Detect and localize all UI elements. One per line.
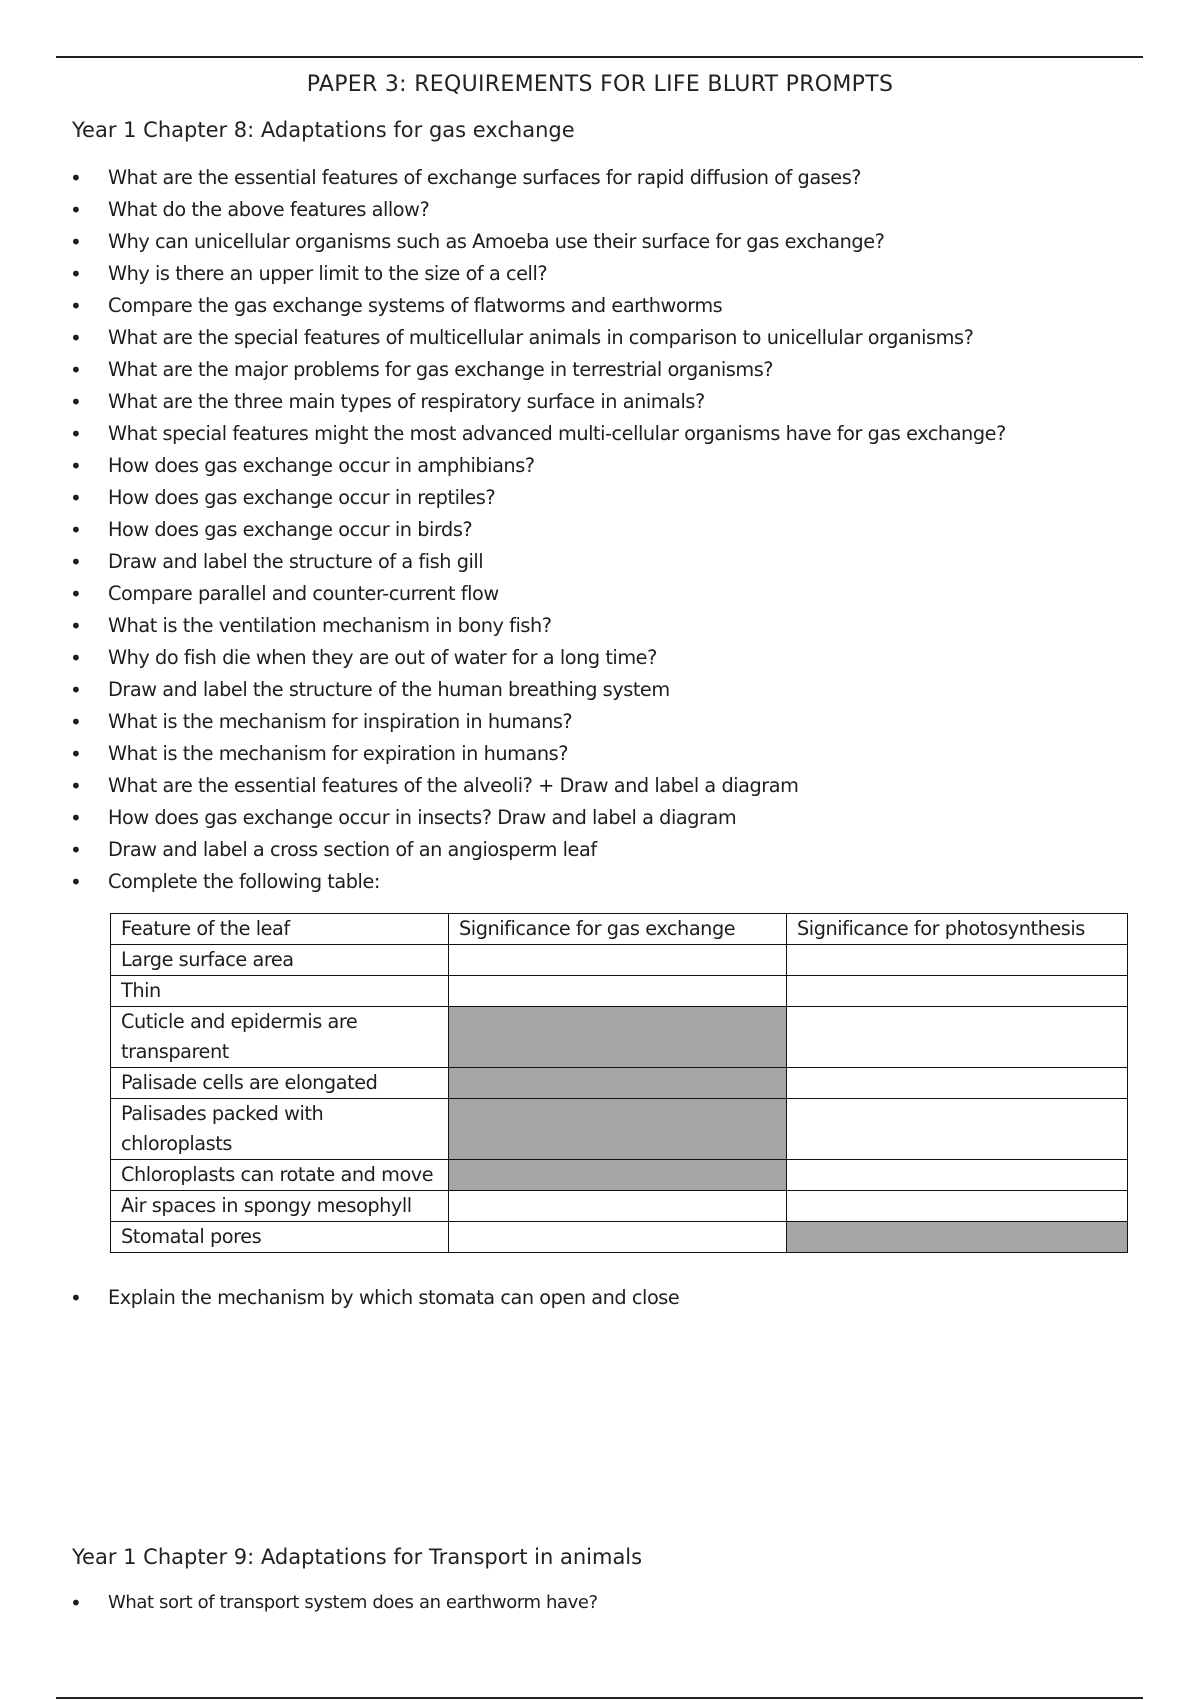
table-header-cell: Feature of the leaf [111,914,449,945]
photosynthesis-cell[interactable] [787,1068,1128,1099]
photosynthesis-cell[interactable] [787,945,1128,976]
prompt-item: • What are the three main types of respiratory surface in animals? [68,386,1128,418]
prompt-item: • How does gas exchange occur in birds? [68,514,1128,546]
table-header-row [111,914,1128,945]
leaf-features-table [110,913,1128,1253]
prompt-item: • What are the essential features of the alveoli? + Draw and label a diagram [68,770,1128,802]
prompt-item: • What is the mechanism for inspiration in humans? [68,706,1128,738]
feature-cell: Large surface area [111,945,449,976]
prompt-item: • What is the ventilation mechanism in bony fish? [68,610,1128,642]
prompt-item: • What are the major problems for gas exchange in terrestrial organisms? [68,354,1128,386]
shaded-cell [449,1007,787,1068]
feature-cell: Palisades packed with chloroplasts [111,1099,449,1160]
table-row [111,1068,1128,1099]
table-header-cell: Significance for photosynthesis [787,914,1128,945]
gas-exchange-cell[interactable] [449,1191,787,1222]
prompt-item: • What are the essential features of exchange surfaces for rapid diffusion of gases? [68,162,1128,194]
bottom-rule [56,1697,1143,1699]
prompt-item: • Draw and label the structure of the human breathing system [68,674,1128,706]
prompt-item: • What are the special features of multicellular animals in comparison to unicellular organisms? [68,322,1128,354]
feature-cell: Chloroplasts can rotate and move [111,1160,449,1191]
photosynthesis-cell[interactable] [787,1191,1128,1222]
table-header-cell: Significance for gas exchange [449,914,787,945]
photosynthesis-cell[interactable] [787,1160,1128,1191]
table-row [111,1160,1128,1191]
prompt-item: • What special features might the most advanced multi-cellular organisms have for gas exchange? [68,418,1128,450]
feature-cell: Cuticle and epidermis are transparent [111,1007,449,1068]
prompt-item: • Why do fish die when they are out of water for a long time? [68,642,1128,674]
gas-exchange-cell[interactable] [449,976,787,1007]
photosynthesis-cell[interactable] [787,1099,1128,1160]
shaded-cell [449,1160,787,1191]
photosynthesis-cell[interactable] [787,976,1128,1007]
prompt-item: • Draw and label the structure of a fish gill [68,546,1128,578]
chapter-9-heading: Year 1 Chapter 9: Adaptations for Transport in animals [72,1545,643,1569]
feature-cell: Palisade cells are elongated [111,1068,449,1099]
table-row [111,976,1128,1007]
gas-exchange-cell[interactable] [449,1222,787,1253]
prompt-item: • How does gas exchange occur in insects? Draw and label a diagram [68,802,1128,834]
prompt-item: • Why can unicellular organisms such as Amoeba use their surface for gas exchange? [68,226,1128,258]
top-rule [56,56,1143,58]
page-title: PAPER 3: REQUIREMENTS FOR LIFE BLURT PROMPTS [306,72,894,97]
gas-exchange-cell[interactable] [449,945,787,976]
prompt-item: • How does gas exchange occur in amphibians? [68,450,1128,482]
prompt-item: • What do the above features allow? [68,194,1128,226]
prompt-item: • Compare the gas exchange systems of flatworms and earthworms [68,290,1128,322]
feature-cell: Stomatal pores [111,1222,449,1253]
photosynthesis-cell[interactable] [787,1007,1128,1068]
table-row [111,1099,1128,1160]
prompt-item: • Explain the mechanism by which stomata can open and close [68,1282,1128,1314]
feature-cell: Air spaces in spongy mesophyll [111,1191,449,1222]
prompt-item: • What is the mechanism for expiration in humans? [68,738,1128,770]
shaded-cell [449,1068,787,1099]
shaded-cell [787,1222,1128,1253]
chapter-8-prompt-list [68,162,1128,898]
prompt-item: • Draw and label a cross section of an angiosperm leaf [68,834,1128,866]
prompt-item: • Why is there an upper limit to the size of a cell? [68,258,1128,290]
after-table-prompt-list [68,1282,1128,1314]
shaded-cell [449,1099,787,1160]
prompt-item: • Complete the following table: [68,866,1128,898]
table-row [111,945,1128,976]
prompt-item: • What sort of transport system does an earthworm have? [68,1587,1128,1619]
feature-cell: Thin [111,976,449,1007]
chapter-8-heading: Year 1 Chapter 8: Adaptations for gas exchange [72,118,575,142]
prompt-item: • Compare parallel and counter-current flow [68,578,1128,610]
table-row [111,1191,1128,1222]
table-row [111,1007,1128,1068]
prompt-item: • How does gas exchange occur in reptiles? [68,482,1128,514]
table-row [111,1222,1128,1253]
chapter-9-prompt-list [68,1587,1128,1619]
